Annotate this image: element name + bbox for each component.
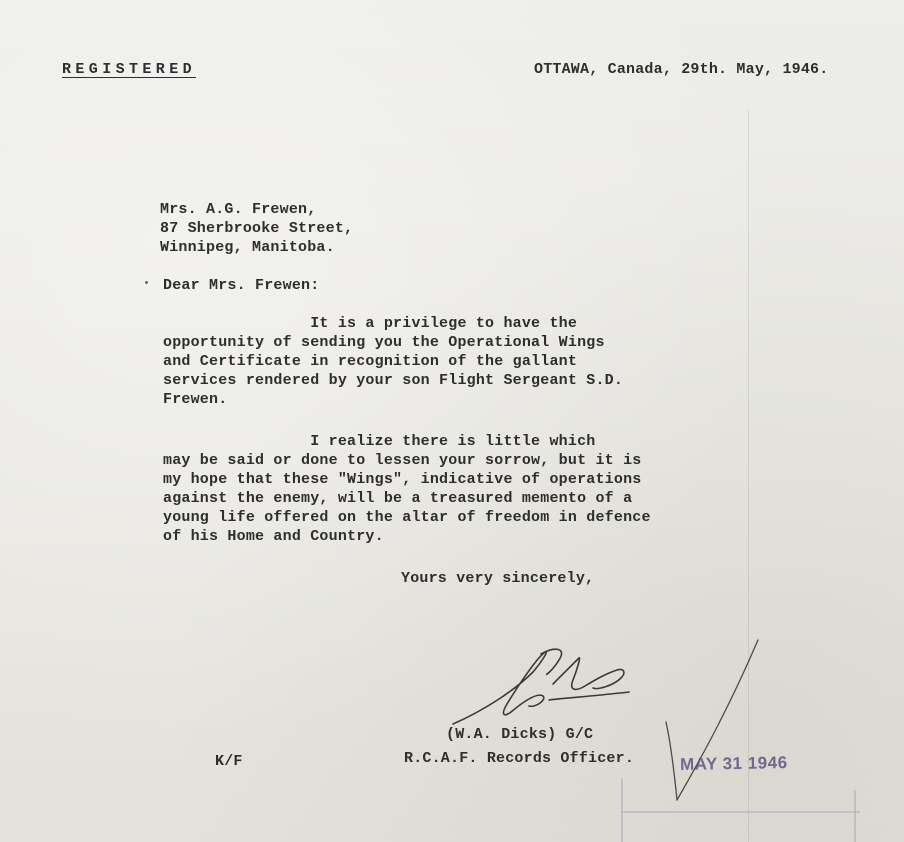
received-date-stamp: MAY 31 1946 <box>679 753 788 774</box>
paragraph-line: may be said or done to lessen your sorrow, but it is <box>163 452 642 469</box>
address-line-street: 87 Sherbrooke Street, <box>160 220 354 237</box>
reference-initials: K/F <box>215 753 243 770</box>
paragraph-line: Frewen. <box>163 391 228 408</box>
paragraph-line: I realize there is little which <box>163 433 596 450</box>
paragraph-line: opportunity of sending you the Operational Wings <box>163 334 605 351</box>
paragraph-line: my hope that these "Wings", indicative of operations <box>163 471 642 488</box>
signer-office: R.C.A.F. Records Officer. <box>404 750 635 767</box>
paragraph-line: of his Home and Country. <box>163 528 384 545</box>
closing: Yours very sincerely, <box>401 570 595 587</box>
paragraph-line: and Certificate in recognition of the gallant <box>163 353 578 370</box>
paragraph-line: It is a privilege to have the <box>163 315 578 332</box>
address-line-name: Mrs. A.G. Frewen, <box>160 201 317 218</box>
paragraph-line: against the enemy, will be a treasured memento of a <box>163 490 633 507</box>
salutation: Dear Mrs. Frewen: <box>163 277 320 294</box>
dateline: OTTAWA, Canada, 29th. May, 1946. <box>534 61 829 78</box>
paragraph-line: young life offered on the altar of freedom in defence <box>163 509 651 526</box>
address-line-city: Winnipeg, Manitoba. <box>160 239 335 256</box>
registered-heading: REGISTERED <box>62 61 197 78</box>
signer-name: (W.A. Dicks) G/C <box>446 726 594 743</box>
paragraph-line: services rendered by your son Flight Sergeant S.D. <box>163 372 624 389</box>
